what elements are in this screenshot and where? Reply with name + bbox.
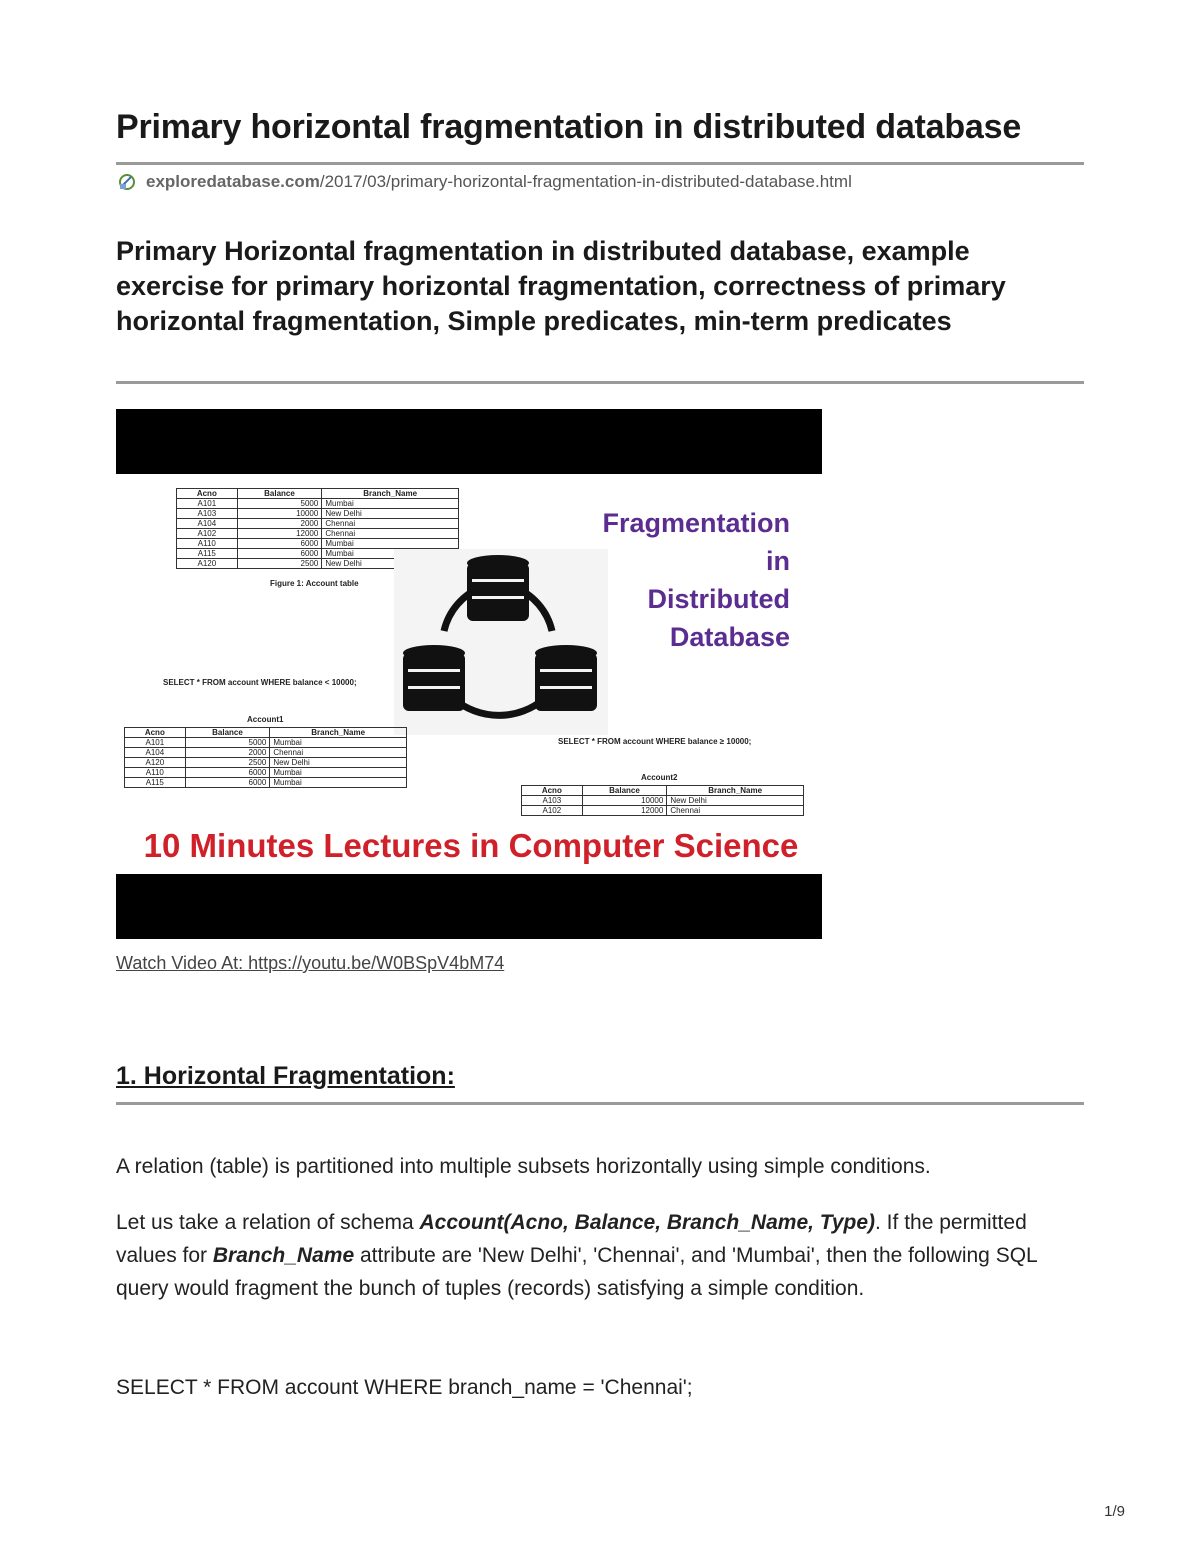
database-cycle-icon — [394, 549, 608, 735]
table-cell: 5000 — [237, 499, 322, 509]
table-cell: A102 — [177, 529, 238, 539]
source-domain: exploredatabase.com — [146, 172, 320, 191]
link-icon — [118, 173, 136, 191]
table-cell: A115 — [177, 549, 238, 559]
table-cell: New Delhi — [667, 796, 804, 806]
table-row — [177, 539, 459, 549]
table-cell: Mumbai — [322, 549, 459, 559]
account1-caption: Account1 — [247, 715, 284, 724]
schema-text: Account(Acno, Balance, Branch_Name, Type) — [419, 1211, 876, 1234]
table-header-row — [177, 489, 459, 499]
page-number: 1/9 — [1104, 1503, 1125, 1520]
table-row — [125, 748, 407, 758]
table-row — [177, 519, 459, 529]
account-table-caption: Figure 1: Account table — [270, 579, 359, 588]
table-header-cell: Acno — [125, 728, 186, 738]
source-link[interactable] — [118, 172, 852, 192]
table-header-cell: Branch_Name — [270, 728, 407, 738]
table-cell: Mumbai — [322, 539, 459, 549]
table-row — [125, 778, 407, 788]
table-cell: A120 — [125, 758, 186, 768]
table-cell: A101 — [177, 499, 238, 509]
table-cell: A103 — [522, 796, 583, 806]
subtitle-divider — [116, 381, 1084, 384]
table-header-row — [522, 786, 804, 796]
table-cell: 10000 — [582, 796, 667, 806]
table-cell: Chennai — [322, 519, 459, 529]
table-header-cell: Branch_Name — [322, 489, 459, 499]
table-cell: 2500 — [237, 559, 322, 569]
paragraph-example — [116, 1206, 1084, 1305]
table-header-cell: Acno — [177, 489, 238, 499]
table-cell: Mumbai — [270, 778, 407, 788]
section-heading: 1. Horizontal Fragmentation: — [116, 1062, 455, 1090]
table-cell: Mumbai — [322, 499, 459, 509]
table-cell: 6000 — [185, 768, 270, 778]
frag-line: Distributed — [647, 584, 790, 614]
table-cell: 2000 — [185, 748, 270, 758]
table-row — [125, 758, 407, 768]
video-thumbnail[interactable] — [116, 409, 822, 939]
table-cell: Chennai — [270, 748, 407, 758]
table-row — [177, 499, 459, 509]
frag-line: in — [766, 546, 790, 576]
table-cell: A115 — [125, 778, 186, 788]
table-cell: A101 — [125, 738, 186, 748]
text-span: Let us take a relation of schema — [116, 1211, 420, 1234]
frag-line: Database — [669, 622, 790, 652]
table-cell: 12000 — [582, 806, 667, 816]
table-cell: New Delhi — [322, 509, 459, 519]
account2-caption: Account2 — [641, 773, 678, 782]
table-cell: A110 — [177, 539, 238, 549]
table-cell: A102 — [522, 806, 583, 816]
table-row — [177, 509, 459, 519]
frag-line: Fragmentation — [602, 508, 790, 538]
table-cell: 5000 — [185, 738, 270, 748]
query-balance-gte: SELECT * FROM account WHERE balance ≥ 10000; — [558, 737, 752, 746]
text-span: attribute are 'New Delhi', 'Chennai', and 'Mumbai', then the following SQL query would fragment the bunch of tuples (records) satisfying a simple condition. — [116, 1244, 1037, 1300]
table-cell: 2500 — [185, 758, 270, 768]
thumbnail-bottom-bar — [116, 874, 822, 939]
thumbnail-top-bar — [116, 409, 822, 474]
table-header-cell: Balance — [237, 489, 322, 499]
table-cell: 12000 — [237, 529, 322, 539]
table-cell: Mumbai — [270, 738, 407, 748]
source-path: /2017/03/primary-horizontal-fragmentation-in-distributed-database.html — [319, 172, 852, 191]
table-header-cell: Branch_Name — [667, 786, 804, 796]
account1-table — [124, 727, 407, 788]
paragraph-definition: A relation (table) is partitioned into multiple subsets horizontally using simple conditions. — [116, 1155, 931, 1178]
fragmentation-title — [602, 504, 790, 656]
table-cell: A104 — [177, 519, 238, 529]
table-cell: A104 — [125, 748, 186, 758]
table-cell: A110 — [125, 768, 186, 778]
video-link[interactable]: Watch Video At: https://youtu.be/W0BSpV4bM74 — [116, 953, 505, 973]
table-cell: 2000 — [237, 519, 322, 529]
table-cell: Chennai — [322, 529, 459, 539]
table-header-cell: Balance — [582, 786, 667, 796]
table-cell: Chennai — [667, 806, 804, 816]
table-row — [125, 738, 407, 748]
title-divider — [116, 162, 1084, 165]
table-cell: New Delhi — [322, 559, 459, 569]
query-balance-lt: SELECT * FROM account WHERE balance < 10000; — [163, 678, 357, 687]
table-cell: 10000 — [237, 509, 322, 519]
table-header-cell: Acno — [522, 786, 583, 796]
table-cell: Mumbai — [270, 768, 407, 778]
table-row — [522, 796, 804, 806]
lectures-banner: 10 Minutes Lectures in Computer Science — [143, 827, 799, 864]
attribute-text: Branch_Name — [212, 1244, 355, 1267]
article-subtitle: Primary Horizontal fragmentation in distributed database, example exercise for primary horizontal fragmentation, correctness of primary horizontal fragmentation, Simple predicates, min-term predicates — [116, 236, 1006, 336]
page-title: Primary horizontal fragmentation in distributed database — [116, 108, 1022, 146]
table-cell: A120 — [177, 559, 238, 569]
table-row — [177, 529, 459, 539]
sql-example: SELECT * FROM account WHERE branch_name = 'Chennai'; — [116, 1376, 693, 1399]
account2-table — [521, 785, 804, 816]
table-row — [522, 806, 804, 816]
text-span: . If the permitted values for — [116, 1211, 1027, 1267]
table-cell: New Delhi — [270, 758, 407, 768]
table-header-row — [125, 728, 407, 738]
table-cell: 6000 — [237, 539, 322, 549]
table-cell: A103 — [177, 509, 238, 519]
table-cell: 6000 — [237, 549, 322, 559]
table-header-cell: Balance — [185, 728, 270, 738]
table-row — [125, 768, 407, 778]
section-divider — [116, 1102, 1084, 1105]
table-cell: 6000 — [185, 778, 270, 788]
